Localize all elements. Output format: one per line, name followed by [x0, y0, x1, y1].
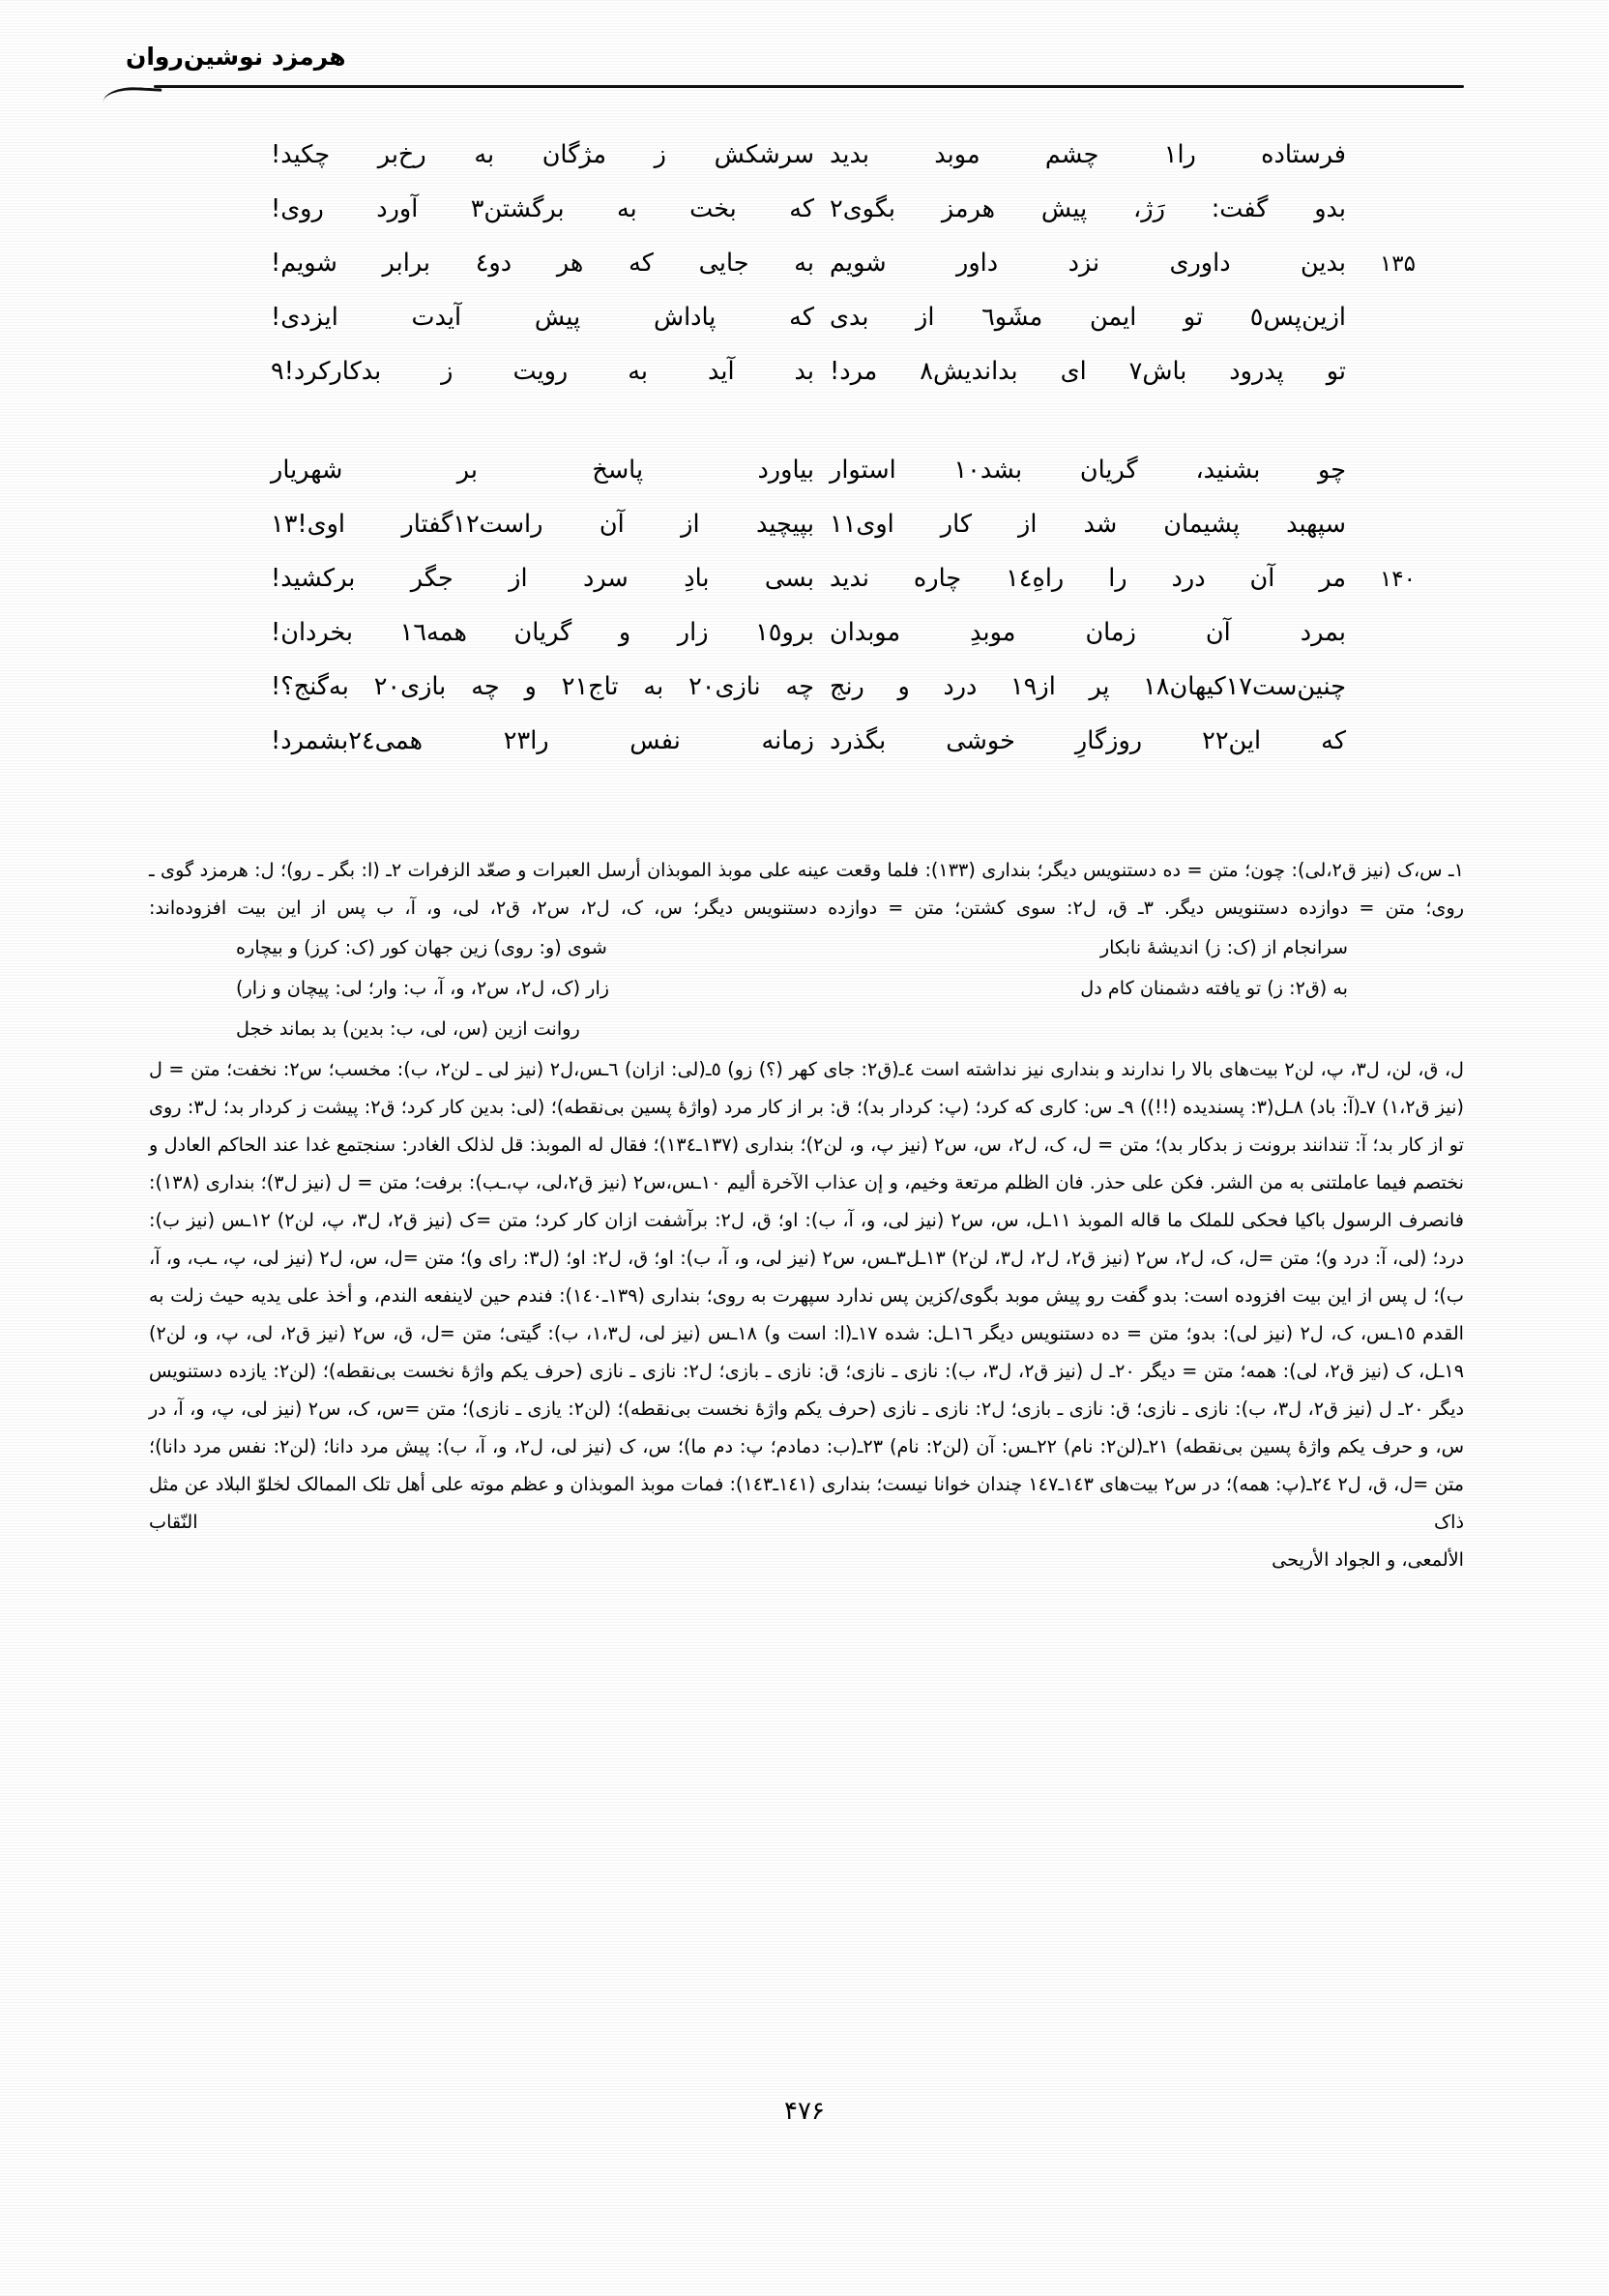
- verse-line: [217, 236, 1416, 290]
- hemistich-first: تو پدرود باش٧ ای بداندیش٨ مرد!: [830, 357, 1346, 386]
- hemistich-second: چه نازی٢٠ به تاج٢١ و چه بازی٢٠ به‌گنج؟!: [271, 672, 814, 701]
- hemistich-second: بپیچید از آن راست١٢گفتار اوی!١٣: [271, 510, 814, 539]
- quoted-hemistich-left: زار (ک، ل٢، س٢، و، آ، ب: وار؛ لی: پیچان و زار): [236, 977, 610, 999]
- verse-line: [217, 660, 1416, 714]
- verse-number: ۱۴۰: [1379, 567, 1416, 592]
- hemistich-second: برو١٥ زار و گریان همه١٦ بخردان!: [271, 618, 814, 647]
- verse-line: [217, 714, 1416, 768]
- verse-line: [217, 290, 1416, 344]
- hemistich-first: مر آن درد را راهِ١٤ چاره ندید: [830, 564, 1346, 593]
- verse-line: [217, 605, 1416, 660]
- stanza: [217, 128, 1416, 398]
- apparatus-final-line: الألمعی، و الجواد الأریحی: [1272, 1548, 1464, 1571]
- quoted-hemistich-right: [792, 1010, 1387, 1048]
- critical-apparatus: [149, 851, 1464, 1597]
- running-head-title: هرمزد نوشین‌روان: [126, 43, 346, 71]
- verse-block: [217, 128, 1416, 768]
- hemistich-first: بمرد آن زمان موبدِ موبدان: [830, 618, 1346, 647]
- hemistich-first: فرستاده را١ چشم موبد بدید: [830, 140, 1346, 169]
- apparatus-body: ل، ق، لن، ل٣، پ، لن٢ بیت‌های بالا را ندارند و بنداری نیز نداشته است ٤ـ(ق٢: جای کهر (؟) زو) ٥ـ(لی: ازان) ٦ـس،ل٢ (نیز لی ـ لن٢، ب): مخسب؛ س٢: نخفت؛ متن = ل (نیز ق١،٢) ٧ـ(آ: باد) ٨ـل(٣: پسندیده (!!)) ٩ـ س: کاری که کرد؛ (پ: کردار بد)؛ ق: بر از کار مرد (واژهٔ پسین بی‌نقطه)؛ (لی: بدین کار کرد؛ ق٢: پیشت ز کردار بد؛ ل٣: روی تو از کار بد؛ آ: تندانند برونت ز بدکار بد)؛ متن = ل، ک، ل٢، س، س٢ (نیز پ، و، لن٢)؛ بنداری (١٣٧ـ١٣٤)؛ فقال له الموبذ: قل لذلک الغادر: سنجتمع غدا عند الحاکم العادل و نختصم فیما عاملتنی به من الشر. فکن علی حذر. فان الظلم مرتعة وخیم، و إن عذاب الآخرة ألیم ١٠ـس،س٢ (نیز ق٢،لی، پ،ـب): برفت؛ متن = ل (نیز ل٣)؛ بنداری (١٣٨): فانصرف الرسول باکیا فحکی للملک ما قاله الموبذ ١١ـل، س، س٢ (نیز لی، و، آ، ب): او؛ ق، ل٢: برآشفت ازان کار کرد؛ متن =ک (نیز ق٢، ل٣، پ، لن٢) ١٢ـس (نیز ب): درد؛ (لی، آ: درد و)؛ متن =ل، ک، ل٢، س٢ (نیز ق٢، ل٢، ل٣، لن٢) ١٣ـل٣ـس، س٢ (نیز لی، و، آ، ب): او؛ ق، ل٢: او؛ (ل٣: رای و)؛ متن =ل، س، ل٢ (نیز لی، پ، ـب، و، آ، ب)؛ ل پس از این بیت افزوده است: بدو گفت رو پیش موبد بگوی/کزین پس ندارد سپهرت به روی؛ بنداری (١٣٩ـ١٤٠): فندم حین لاینفعه الندم، و أخذ علی یدیه حیث زلت به القدم ١٥ـس، ک، ل٢ (نیز لی): بدو؛ متن = ده دستنویس دیگر ١٦ـل: شده ١٧ـ(ا: است و) ١٨ـس (نیز لی، ل١،٣، ب): گیتی؛ متن =ل، ق، س٢ (نیز ق٢، لی، پ، و، لن٢) ١٩ـل، ک (نیز ق٢، لی): همه؛ متن = دیگر ٢٠ـ ل (نیز ق٢، ل٣، ب): نازی ـ نازی؛ ق: نازی ـ بازی؛ ل٢: نازی ـ نازی (حرف یکم واژهٔ نخست بی‌نقطه)؛ (لن٢: یازده دستنویس دیگر ٢٠ـ ل (نیز ق٢، ل٣، ب): نازی ـ نازی؛ ق: نازی ـ بازی؛ ل٢: نازی ـ نازی (حرف یکم واژهٔ نخست بی‌نقطه)؛ (لن٢: یازی ـ نازی)؛ متن =س، ک، س٢ (نیز لی، پ، و، آ، در س، و حرف یکم واژهٔ پسین بی‌نقطه) ٢١ـ(لن٢: نام) ٢٢ـس: آن (لن٢: نام) ٢٣ـ(ب: دمادم؛ پ: دم ما)؛ س، ک (نیز لی، ل٢، و، آ، ب): پیش مرد دانا؛ (لن٢: نفس مرد دانا)؛ متن =ل، ق، ل٢ ٢٤ـ(پ: همه)؛ در س٢ بیت‌های ١٤٣ـ١٤٧ چندان خوانا نیست؛ بنداری (١٤١ـ١٤٣): فمات موبذ الموبذان و عظم موته علی أهل تلک الممالک لخلوّ البلاد عن مثل ذاک النّقاب: [149, 1058, 1465, 1533]
- quoted-hemistich-left: شوی (و: روی) زین جهان کور (ک: کرز) و بیچاره: [236, 936, 607, 958]
- header-rule: [154, 85, 1464, 88]
- page-number: ۴۷۶: [784, 2097, 825, 2126]
- verse-line: [217, 182, 1416, 236]
- apparatus-paragraph: ١ـ س،ک (نیز ق٢،لی): چون؛ متن = ده دستنویس دیگر؛ بنداری (١٣٣): فلما وقعت عینه علی موبذ الموبذان أرسل العبرات و صعّد الزفرات ٢ـ (ا: بگر ـ رو)؛ ل: هرمزد گوی ـ روی؛ متن = دوازده دستنویس دیگر. ٣ـ ق، ل٢: سوی کشتن؛ متن = دوازده دستنویس دیگر؛ س، ک، ل٢، س٢، ق٢، لی، و، آ، ب پس از این بیت افزوده‌اند:: [149, 859, 1464, 919]
- hemistich-second: سرشکش ز مژگان به رخ‌بر چکید!: [271, 140, 814, 169]
- verse-line: [217, 497, 1416, 551]
- verse-number: ۱۳۵: [1379, 251, 1416, 277]
- hemistich-second: زمانه نفس را٢٣ همی٢٤بشمرد!: [271, 726, 814, 755]
- quoted-hemistich-right: سرانجام از (ک: ز) اندیشهٔ نابکار: [1099, 936, 1348, 958]
- running-head: [126, 43, 1464, 71]
- hemistich-second: که بخت به برگشتن٣ آورد روی!: [271, 194, 815, 223]
- hemistich-first: چنین‌ست١٧کیهان١٨ پر از١٩ درد و رنج: [830, 672, 1346, 701]
- hemistich-first: که این٢٢ روزگارِ خوشی بگذرد: [830, 726, 1346, 755]
- hemistich-second: بیاورد پاسخ بر شهریار: [271, 456, 814, 485]
- verse-line: [217, 128, 1416, 182]
- quoted-hemistich-left: روانت ازین (س، لی، ب: بدین) بد بماند خجل: [236, 1017, 580, 1040]
- hemistich-first: چو بشنید، گریان بشد١٠ استوار: [830, 456, 1346, 485]
- hemistich-first: بدو گفت: رَژ، پیش هرمز بگوی٢: [830, 194, 1346, 223]
- hemistich-first: بدین داوری نزد داور شویم: [830, 249, 1346, 278]
- verse-line: [217, 551, 1416, 605]
- quoted-hemistich-right: به (ق٢: ز) تو یافته دشمنان کام دل: [1080, 977, 1348, 999]
- hemistich-second: بد آید به رویت ز بدکارکرد!٩: [271, 357, 814, 386]
- stanza: [217, 443, 1416, 768]
- hemistich-second: که پاداش پیش آیدت ایزدی!: [271, 303, 814, 332]
- verse-line: [217, 344, 1416, 398]
- hemistich-second: بسی بادِ سرد از جگر برکشید!: [271, 564, 814, 593]
- quoted-couplet: [226, 928, 1387, 967]
- quoted-couplet: [226, 969, 1387, 1008]
- hemistich-first: سپهبد پشیمان شد از کار اوی١١: [830, 510, 1346, 539]
- hemistich-second: به جایی که هر دو٤ برابر شویم!: [271, 249, 814, 278]
- hemistich-first: ازین‌پس٥ تو ایمن مشَو٦ از بدی: [830, 303, 1346, 332]
- verse-line: [217, 443, 1416, 497]
- quoted-couplet: [226, 1010, 1387, 1048]
